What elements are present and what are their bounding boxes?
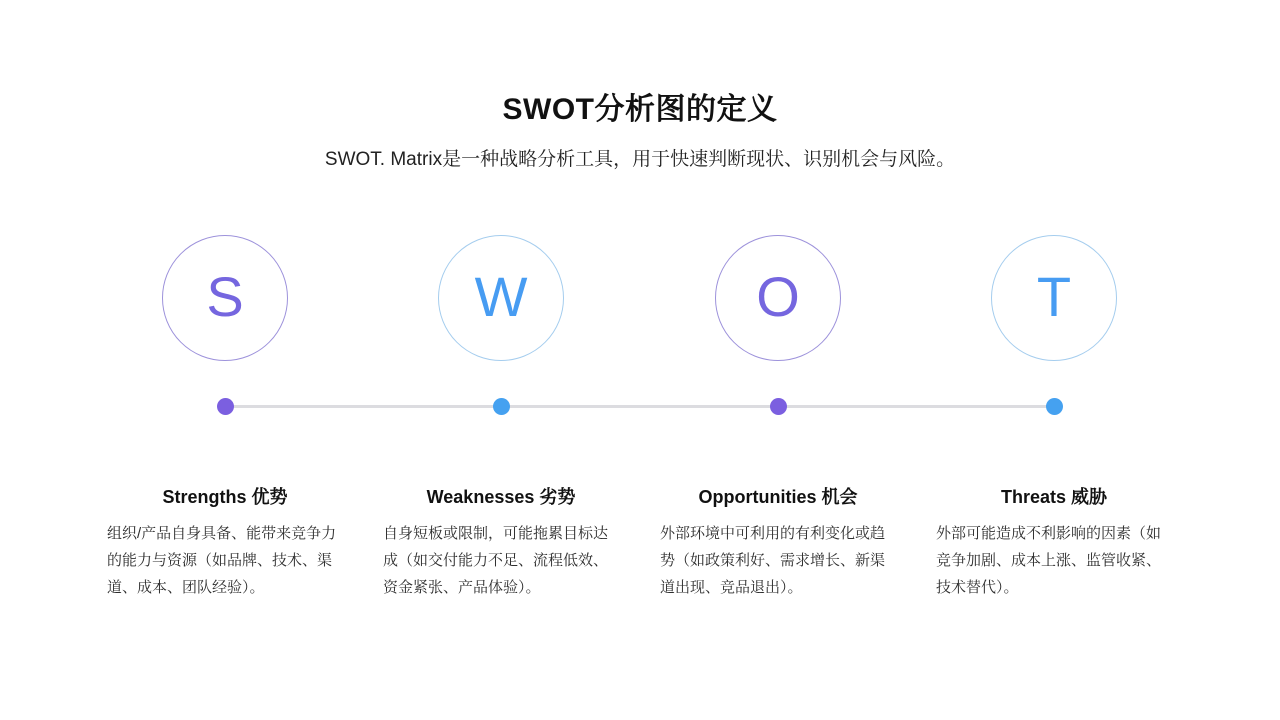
- column-body-opportunities: 外部环境中可利用的有利变化或趋势（如政策利好、需求增长、新渠道出现、竞品退出）。: [660, 525, 886, 596]
- swot-letter-o: O: [756, 265, 800, 328]
- timeline-dot-threats: [1046, 398, 1063, 415]
- column-body-strengths: 组织/产品自身具备、能带来竞争力的能力与资源（如品牌、技术、渠道、成本、团队经验）。: [107, 525, 337, 596]
- swot-circle-threats: [991, 235, 1117, 361]
- column-strengths: [107, 483, 343, 601]
- column-heading-opportunities: Opportunities 机会: [698, 487, 858, 507]
- swot-letter-s: S: [206, 265, 244, 328]
- column-weaknesses: [383, 483, 619, 601]
- column-threats: [936, 483, 1172, 601]
- column-body-weaknesses: 自身短板或限制，可能拖累目标达成（如交付能力不足、流程低效、资金紧张、产品体验）。: [383, 525, 609, 596]
- timeline-dot-weaknesses: [493, 398, 510, 415]
- slide-subtitle: SWOT. Matrix是一种战略分析工具，用于快速判断现状、识别机会与风险。: [324, 149, 956, 170]
- swot-letter-t: T: [1036, 265, 1072, 328]
- swot-circle-weaknesses: [438, 235, 564, 361]
- column-heading-strengths: Strengths 优势: [162, 487, 288, 507]
- column-opportunities: [660, 483, 896, 601]
- swot-letter-w: W: [474, 265, 528, 328]
- timeline-dot-opportunities: [770, 398, 787, 415]
- slide-title: SWOT分析图的定义: [502, 93, 778, 126]
- swot-circle-opportunities: [715, 235, 841, 361]
- column-heading-weaknesses: Weaknesses 劣势: [426, 487, 576, 507]
- column-body-threats: 外部可能造成不利影响的因素（如竞争加剧、成本上涨、监管收紧、技术替代）。: [936, 525, 1162, 596]
- swot-circle-strengths: [162, 235, 288, 361]
- timeline-dot-strengths: [217, 398, 234, 415]
- timeline-line: [225, 405, 1054, 408]
- column-heading-threats: Threats 威胁: [1000, 487, 1108, 507]
